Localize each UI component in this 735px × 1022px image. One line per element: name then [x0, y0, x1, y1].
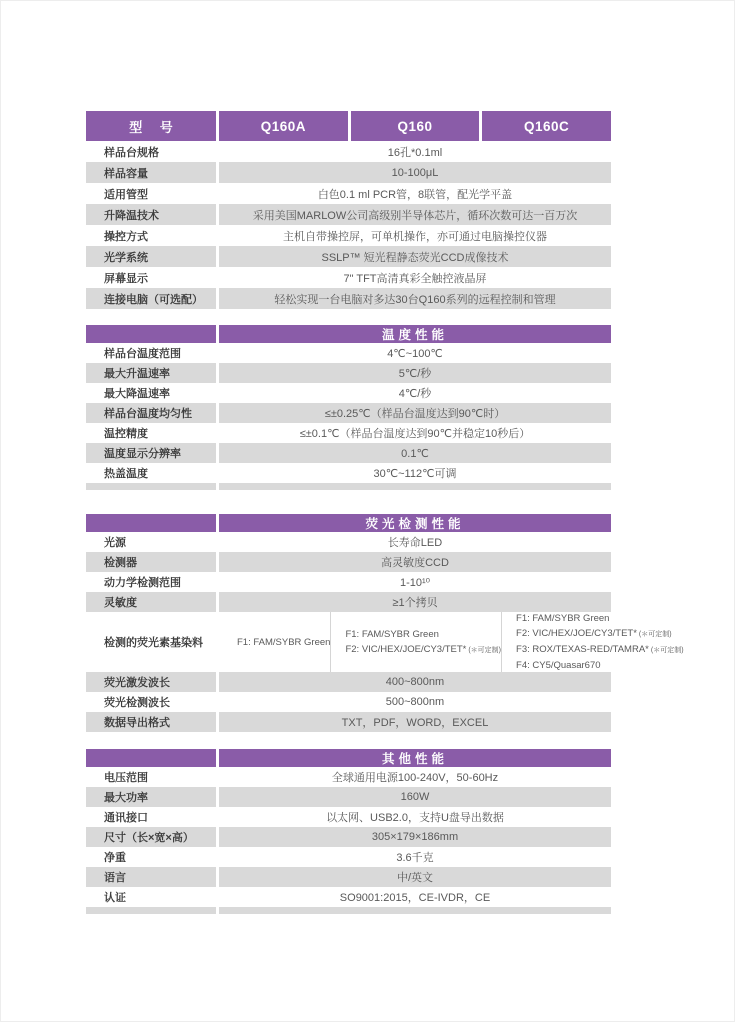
dye-line: F2: VIC/HEX/JOE/CY3/TET* (＊可定制) — [345, 643, 502, 655]
table-row — [86, 267, 611, 288]
row-value: 1-10¹⁰ — [399, 576, 431, 589]
table-row — [86, 807, 611, 827]
temperature-table — [86, 325, 611, 490]
end-strip-right — [219, 907, 611, 914]
row-label: 样品容量 — [86, 162, 216, 183]
custom-note: (＊可定制) — [638, 631, 672, 638]
row-label: 数据导出格式 — [86, 712, 216, 732]
row-label: 最大升温速率 — [86, 363, 216, 383]
table-row — [86, 867, 611, 887]
row-label: 动力学检测范围 — [104, 577, 181, 589]
table-row — [86, 847, 611, 867]
table-row — [86, 246, 611, 267]
model-table-header — [86, 111, 611, 141]
table-row — [86, 225, 611, 246]
table-row — [86, 383, 611, 403]
row-label: 样品台温度范围 — [104, 348, 181, 360]
temperature-table-header — [86, 325, 611, 343]
table-row — [86, 552, 611, 572]
custom-note: (＊可定制) — [468, 646, 502, 654]
dye-line: F1: FAM/SYBR Green — [237, 636, 331, 648]
row-value: 400~800nm — [219, 672, 611, 692]
table-row — [86, 592, 611, 612]
dye-cell-q160c — [501, 612, 684, 672]
table-end-strip — [86, 907, 611, 914]
row-value: ≥1个拷贝 — [219, 592, 611, 612]
row-value: 16孔*0.1ml — [387, 146, 443, 159]
row-label: 尺寸（长×宽×高） — [86, 827, 216, 847]
row-value: SSLP™ 短光程静态荧光CCD成像技术 — [219, 246, 611, 267]
table-row — [86, 712, 611, 732]
other-table — [86, 749, 611, 914]
section-title: 温度性能 — [219, 325, 611, 343]
dye-line: F2: VIC/HEX/JOE/CY3/TET* (＊可定制) — [516, 628, 672, 639]
row-value: TXT，PDF，WORD，EXCEL — [219, 712, 611, 732]
row-value: 轻松实现一台电脑对多达30台Q160系列的远程控制和管理 — [219, 288, 611, 309]
dye-row — [86, 612, 684, 672]
row-label: 认证 — [104, 892, 126, 904]
row-value: 长寿命LED — [387, 537, 443, 549]
table-row — [86, 183, 611, 204]
table-row — [86, 787, 611, 807]
row-value: SO9001:2015，CE-IVDR，CE — [339, 892, 491, 904]
model-spec-table — [86, 111, 611, 309]
end-strip-left — [86, 483, 216, 490]
model-header-q160: Q160 — [351, 111, 480, 141]
row-value: 白色0.1 ml PCR管，8联管，配光学平盖 — [317, 188, 513, 201]
row-value: 4℃~100℃ — [387, 347, 443, 360]
row-value: 305×179×186mm — [219, 827, 611, 847]
row-label: 检测的荧光素基染料 — [86, 612, 216, 672]
end-strip-left — [86, 907, 216, 914]
other-table-header — [86, 749, 611, 767]
row-value: 0.1℃ — [219, 443, 611, 463]
table-row — [86, 692, 611, 712]
row-label: 光学系统 — [86, 246, 216, 267]
row-label: 样品台温度均匀性 — [86, 403, 216, 423]
row-label: 光源 — [104, 537, 126, 549]
row-value: 3.6千克 — [396, 852, 434, 864]
row-label: 最大功率 — [86, 787, 216, 807]
row-value: 5℃/秒 — [219, 363, 611, 383]
dye-line: F1: FAM/SYBR Green — [345, 628, 439, 640]
row-label: 荧光检测波长 — [104, 697, 170, 709]
row-label: 适用管型 — [104, 188, 148, 201]
table-row — [86, 343, 611, 363]
row-value: 以太网、USB2.0，支持U盘导出数据 — [326, 812, 504, 824]
section-header-left-block — [86, 514, 216, 532]
row-label: 样品台规格 — [104, 146, 159, 159]
row-value: 主机自带操控屏，可单机操作，亦可通过电脑操控仪器 — [283, 230, 547, 243]
row-label: 连接电脑（可选配） — [86, 288, 216, 309]
table-row — [86, 141, 611, 162]
row-value: ≤±0.25℃（样品台温度达到90℃时） — [219, 403, 611, 423]
row-label: 升降温技术 — [86, 204, 216, 225]
section-title: 荧光检测性能 — [219, 514, 611, 532]
table-row — [86, 423, 611, 443]
dye-line: F1: FAM/SYBR Green — [516, 613, 610, 624]
row-value: 160W — [219, 787, 611, 807]
fluorescence-table-header — [86, 514, 611, 532]
model-header-q160c: Q160C — [482, 111, 611, 141]
row-label: 操控方式 — [104, 230, 148, 243]
row-label: 通讯接口 — [104, 812, 148, 824]
row-label: 灵敏度 — [86, 592, 216, 612]
table-row — [86, 827, 611, 847]
dye-cell-q160a — [219, 612, 330, 672]
row-value: 中/英文 — [219, 867, 611, 887]
row-label: 电压范围 — [104, 772, 148, 784]
row-label: 净重 — [104, 852, 126, 864]
table-row — [86, 672, 611, 692]
table-row — [86, 363, 611, 383]
section-title: 其他性能 — [219, 749, 611, 767]
dye-line: F4: CY5/Quasar670 — [516, 660, 601, 671]
row-label: 温控精度 — [104, 428, 148, 440]
section-header-left-block — [86, 749, 216, 767]
row-value: 10-100μL — [219, 162, 611, 183]
table-row — [86, 532, 611, 552]
fluorescence-table — [86, 514, 684, 732]
row-value: 全球通用电源100-240V，50-60Hz — [331, 772, 499, 784]
model-header-q160a: Q160A — [219, 111, 348, 141]
table-row — [86, 204, 611, 225]
dye-cells — [219, 612, 684, 672]
dye-line: F3: ROX/TEXAS-RED/TAMRA* (＊可定制) — [516, 644, 684, 655]
section-header-left-block — [86, 325, 216, 343]
row-label: 屏幕显示 — [104, 272, 148, 285]
row-label: 语言 — [86, 867, 216, 887]
table-row — [86, 443, 611, 463]
table-row — [86, 403, 611, 423]
end-strip-right — [219, 483, 611, 490]
table-row — [86, 572, 611, 592]
row-value: 30℃~112℃可调 — [373, 468, 457, 480]
row-label: 检测器 — [86, 552, 216, 572]
custom-note: (＊可定制) — [650, 647, 684, 654]
row-label: 热盖温度 — [104, 468, 148, 480]
table-end-strip — [86, 483, 611, 490]
model-header-label: 型 号 — [86, 111, 216, 141]
table-row — [86, 887, 611, 907]
row-value: 采用美国MARLOW公司高级别半导体芯片，循环次数可达一百万次 — [219, 204, 611, 225]
row-value: 7" TFT高清真彩全触控液晶屏 — [343, 272, 487, 285]
table-row — [86, 767, 611, 787]
table-row — [86, 463, 611, 483]
row-label: 最大降温速率 — [104, 388, 170, 400]
table-row — [86, 288, 611, 309]
dye-cell-q160 — [330, 612, 501, 672]
row-value: ≤±0.1℃（样品台温度达到90℃并稳定10秒后） — [299, 428, 531, 440]
row-value: 高灵敏度CCD — [219, 552, 611, 572]
table-row — [86, 162, 611, 183]
row-label: 温度显示分辨率 — [86, 443, 216, 463]
row-value: 500~800nm — [385, 696, 445, 708]
row-label: 荧光激发波长 — [86, 672, 216, 692]
row-value: 4℃/秒 — [398, 388, 432, 400]
